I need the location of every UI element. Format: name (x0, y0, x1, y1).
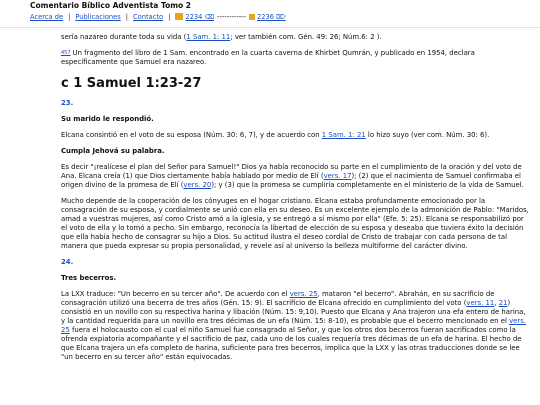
site-header (0, 0, 540, 31)
verse-title: Tres becerros. (61, 274, 117, 282)
top-nav (30, 13, 286, 21)
paragraph: Es decir "¡realícese el plan del Señor para Samuel!" Dios ya había reconocido su parte en el cumplimiento de la oración y del voto de Ana. Elcana creía (1) que Dios ciertamente había hablado por medio de Elí (vers. 17); (2) que el nacimiento de Samuel confirmaba el origen divino de la promesa de Elí (vers. 20); y (3) que la promesa se cumpliría completamente en el ministerio de la vida de Samuel. (61, 163, 524, 189)
verse-reference-link[interactable]: vers. 17 (323, 172, 352, 180)
verse-subtitle: Cumpla Jehová su palabra. (61, 147, 165, 155)
footnote-number-link[interactable]: 457 (61, 50, 71, 56)
prev-page-link[interactable]: 2234 ⌫ (175, 13, 214, 21)
verse-number: 23. (61, 99, 74, 107)
verse-reference-link[interactable]: vers. 25 (61, 317, 527, 334)
verse-reference-link[interactable]: vers. 20 (183, 181, 212, 189)
next-page-number: 2236 (257, 13, 275, 21)
nav-dashes: ------------ (217, 13, 246, 21)
nav-contact-link[interactable]: Contacto (133, 13, 164, 21)
prev-page-number: 2234 (185, 13, 203, 21)
bible-reference-link[interactable]: 1 Sam. 1: 11 (186, 33, 231, 41)
verse-reference-link[interactable]: vers. 11 (466, 299, 495, 307)
footnote-text: Un fragmento del libro de 1 Sam. encontrado en la cuarta caverna de Khirbet Qumrán, y publicado en 1954, declara específicamente que Samuel era nazareo. (61, 49, 475, 66)
verse-number: 24. (61, 258, 74, 266)
site-title: Comentario Bíblico Adventista Tomo 2 (30, 1, 192, 10)
paragraph: Elcana consintió en el voto de su esposa (Núm. 30: 6, 7), y de acuerdo con 1 Sam. 1: 21 lo hizo suyo (ver com. Núm. 30: 6). (61, 131, 490, 139)
verse-reference-link[interactable]: vers. 25 (289, 290, 318, 298)
section-heading: c 1 Samuel 1:23-27 (61, 76, 202, 91)
next-page-link[interactable]: 2236 ⌦ (249, 13, 286, 21)
header-divider (0, 27, 540, 28)
nav-separator: | (125, 13, 129, 21)
page-icon (249, 14, 255, 20)
paragraph: La LXX traduce: "Un becerro en su tercer año". De acuerdo con el vers. 25, mataron "el becerro". Abrahán, en su sacrificio de consagración utilizó una becerra de tres años (Gén. 15: 9). El sacrificio de Elcana ofrecido en cumplimiento del voto (vers. 11, 21) consistió en un novillo con su respectiva harina y libación (Núm. 15: 9,10). Puesto que Elcana y Ana trajeron una efa entero de harina, y la cantidad requerida para un novillo era tres décimas de un efa (Núm. 15: 8-10), es probable que el becerro mencionado en el vers. 25 fuera el holocausto con el cual el niño Samuel fue consagrado al Señor, y que los otros dos becerros fueran sacrificados como la ofrenda expiatoria acompañante y el sacrificio de paz, cada uno de los cuales requería tres décimas de un efa de harina. El hecho de que Elcana trajera un efa completo de harina, suficiente para tres becerros, implica que la LXX y las otras traducciones donde se lee "un becerro en su tercer año" están equivocadas. (61, 290, 527, 361)
paragraph: Mucho depende de la cooperación de los cónyuges en el hogar cristiano. Elcana estaba profundamente emocionado por la consagración de su esposa, y cordialmente se unió con ella en su deseo. Es un excelente ejemplo de la admonición de Pablo: "Maridos, amad a vuestras mujeres, así como Cristo amó a la iglesia, y se entregó a sí mismo por ella" (Efe. 5: 25). Elcana se responsabilizó por el voto de ella y lo tomó a pecho. Sin embargo, reconocía la libertad de elección de su esposa y deseaba que tuviera éxito la decisión que ella había hecho de consagrar su hijo a Dios. Su actitud ilustra el deseo cordial de Cristo de trabajar con cada persona de tal manera que pueda expresar su propia personalidad, y revele así al universo la belleza multiforme del carácter divino. (61, 197, 529, 250)
page-icon (175, 13, 183, 20)
nav-separator: | (68, 13, 71, 21)
nav-publications-link[interactable]: Publicaciones (75, 13, 121, 21)
article-content (61, 33, 529, 369)
nav-separator: | (168, 13, 171, 21)
nav-about-link[interactable]: Acerca de (30, 13, 64, 21)
footnote (61, 49, 529, 67)
paragraph: sería nazareo durante toda su vida (1 Sam. 1: 11; ver también com. Gén. 49: 26; Núm.6: 2 ). (61, 33, 382, 41)
bible-reference-link[interactable]: 1 Sam. 1: 21 (321, 131, 366, 139)
verse-title: Su marido le respondió. (61, 115, 154, 123)
verse-reference-link[interactable]: 21 (498, 299, 508, 307)
